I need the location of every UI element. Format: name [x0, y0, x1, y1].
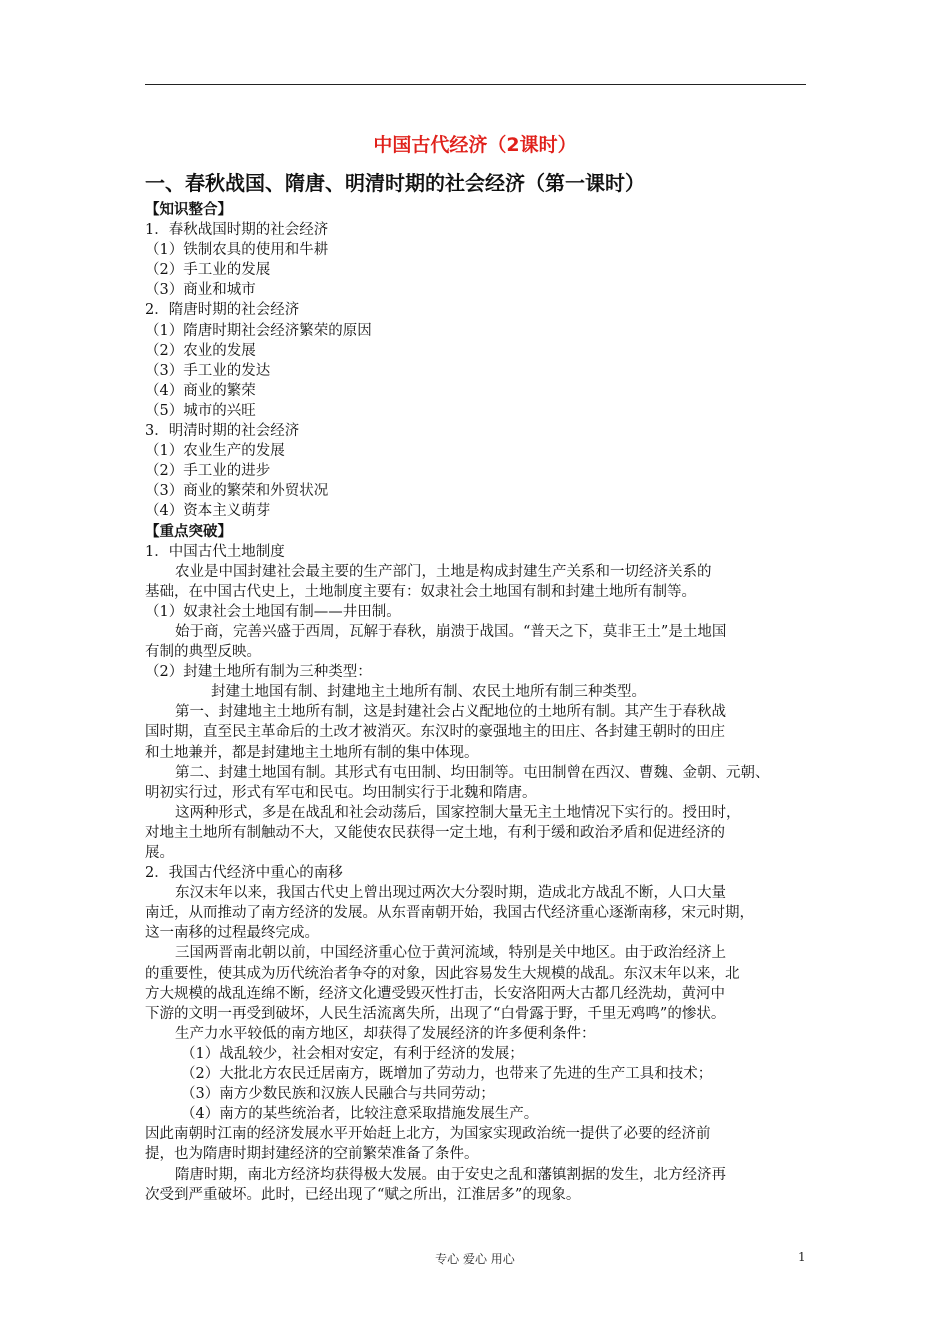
text-line: 始于商，完善兴盛于西周，瓦解于春秋，崩溃于战国。“普天之下，莫非王土”是土地国 — [175, 623, 727, 640]
text-line: （4）资本主义萌芽 — [145, 503, 271, 520]
text-line: 的重要性，使其成为历代统治者争夺的对象，因此容易发生大规模的战乱。东汉末年以来，北 — [145, 965, 740, 982]
footer-motto: 专心 爱心 用心 — [435, 1252, 515, 1266]
header-rule — [145, 84, 806, 85]
document-title: 中国古代经济（2课时） — [373, 134, 577, 156]
document-body — [145, 200, 810, 1205]
section-label: 【重点突破】 — [145, 523, 232, 540]
text-line: 农业是中国封建社会最主要的生产部门，土地是构成封建生产关系和一切经济关系的 — [175, 563, 712, 580]
text-line: 1．中国古代土地制度 — [145, 543, 285, 560]
text-line: 下游的文明一再受到破坏，人民生活流离失所，出现了“白骨露于野，千里无鸡鸣”的惨状。 — [145, 1005, 726, 1022]
text-line: 隋唐时期，南北方经济均获得极大发展。由于安史之乱和藩镇割据的发生，北方经济再 — [175, 1166, 726, 1183]
text-line: （1）奴隶社会土地国有制——井田制。 — [145, 603, 401, 620]
text-line: 明初实行过，形式有军屯和民屯。均田制实行于北魏和隋唐。 — [145, 784, 537, 801]
section-heading: 一、春秋战国、隋唐、明清时期的社会经济（第一课时） — [145, 171, 645, 195]
section-label: 【知识整合】 — [145, 202, 232, 218]
text-line: （1）隋唐时期社会经济繁荣的原因 — [145, 322, 372, 339]
text-line: （1）铁制农具的使用和牛耕 — [145, 242, 329, 259]
text-line: （2）封建土地所有制为三种类型： — [145, 664, 372, 681]
text-line: （3）商业和城市 — [145, 282, 256, 299]
text-line: 和土地兼并，都是封建地主土地所有制的集中体现。 — [145, 744, 479, 761]
text-line: （3）南方少数民族和汉族人民融合与共同劳动； — [181, 1086, 495, 1103]
text-line: 东汉末年以来，我国古代史上曾出现过两次大分裂时期，造成北方战乱不断，人口大量 — [175, 885, 726, 902]
text-line: （4）南方的某些统治者，比较注意采取措施发展生产。 — [181, 1106, 539, 1123]
text-line: （4）商业的繁荣 — [145, 382, 256, 399]
text-line: （2）农业的发展 — [145, 342, 256, 359]
text-line: 3．明清时期的社会经济 — [145, 423, 300, 440]
text-line: 国时期，直至民主革命后的土改才被消灭。东汉时的豪强地主的田庄、各封建王朝时的田庄 — [145, 724, 725, 741]
text-line: 三国两晋南北朝以前，中国经济重心位于黄河流域，特别是关中地区。由于政治经济上 — [175, 945, 726, 962]
text-line: （3）商业的繁荣和外贸状况 — [145, 483, 329, 500]
text-line: 次受到严重破坏。此时，已经出现了“赋之所出，江淮居多”的现象。 — [145, 1186, 581, 1203]
text-line: （2）大批北方农民迁居南方，既增加了劳动力，也带来了先进的生产工具和技术； — [181, 1066, 713, 1083]
text-line: （5）城市的兴旺 — [145, 402, 256, 419]
text-line: 生产力水平较低的南方地区，却获得了发展经济的许多便利条件： — [175, 1025, 596, 1042]
text-line: 第一、封建地主土地所有制，这是封建社会占义配地位的土地所有制。其产生于春秋战 — [175, 704, 726, 721]
text-line: 提，也为隋唐时期封建经济的空前繁荣准备了条件。 — [145, 1146, 479, 1163]
text-line: 2．隋唐时期的社会经济 — [145, 302, 300, 319]
text-line: （1）战乱较少，社会相对安定，有利于经济的发展； — [181, 1045, 524, 1062]
text-line: （3）手工业的发达 — [145, 362, 271, 379]
text-line: 1．春秋战国时期的社会经济 — [145, 222, 329, 239]
text-line: （1）农业生产的发展 — [145, 443, 285, 460]
text-line: 2．我国古代经济中重心的南移 — [145, 865, 343, 882]
text-line: 方大规模的战乱连绵不断，经济文化遭受毁灭性打击，长安洛阳两大古都几经洗劫，黄河中 — [145, 985, 725, 1002]
text-line: 有制的典型反映。 — [145, 644, 261, 661]
text-line: 这一南移的过程最终完成。 — [145, 925, 319, 942]
text-line: 基础，在中国古代史上，土地制度主要有：奴隶社会土地国有制和封建土地所有制等。 — [145, 583, 696, 600]
text-line: （2）手工业的进步 — [145, 463, 271, 480]
text-line: 这两种形式，多是在战乱和社会动荡后，国家控制大量无主土地情况下实行的。授田时， — [175, 804, 741, 821]
text-line: 封建土地国有制、封建地主土地所有制、农民土地所有制三种类型。 — [211, 684, 646, 701]
text-line: 展。 — [145, 845, 174, 861]
text-line: 第二、封建土地国有制。其形式有屯田制、均田制等。屯田制曾在西汉、曹魏、金朝、元朝、 — [175, 764, 770, 781]
text-line: （2）手工业的发展 — [145, 262, 271, 279]
text-line: 对地主土地所有制触动不大，又能使农民获得一定土地，有利于缓和政治矛盾和促进经济的 — [145, 824, 725, 841]
page-number: 1 — [798, 1250, 806, 1264]
text-line: 因此南朝时江南的经济发展水平开始赶上北方，为国家实现政治统一提供了必要的经济前 — [145, 1126, 711, 1143]
text-line: 南迁，从而推动了南方经济的发展。从东晋南朝开始，我国古代经济重心逐渐南移，宋元时期， — [145, 905, 754, 922]
